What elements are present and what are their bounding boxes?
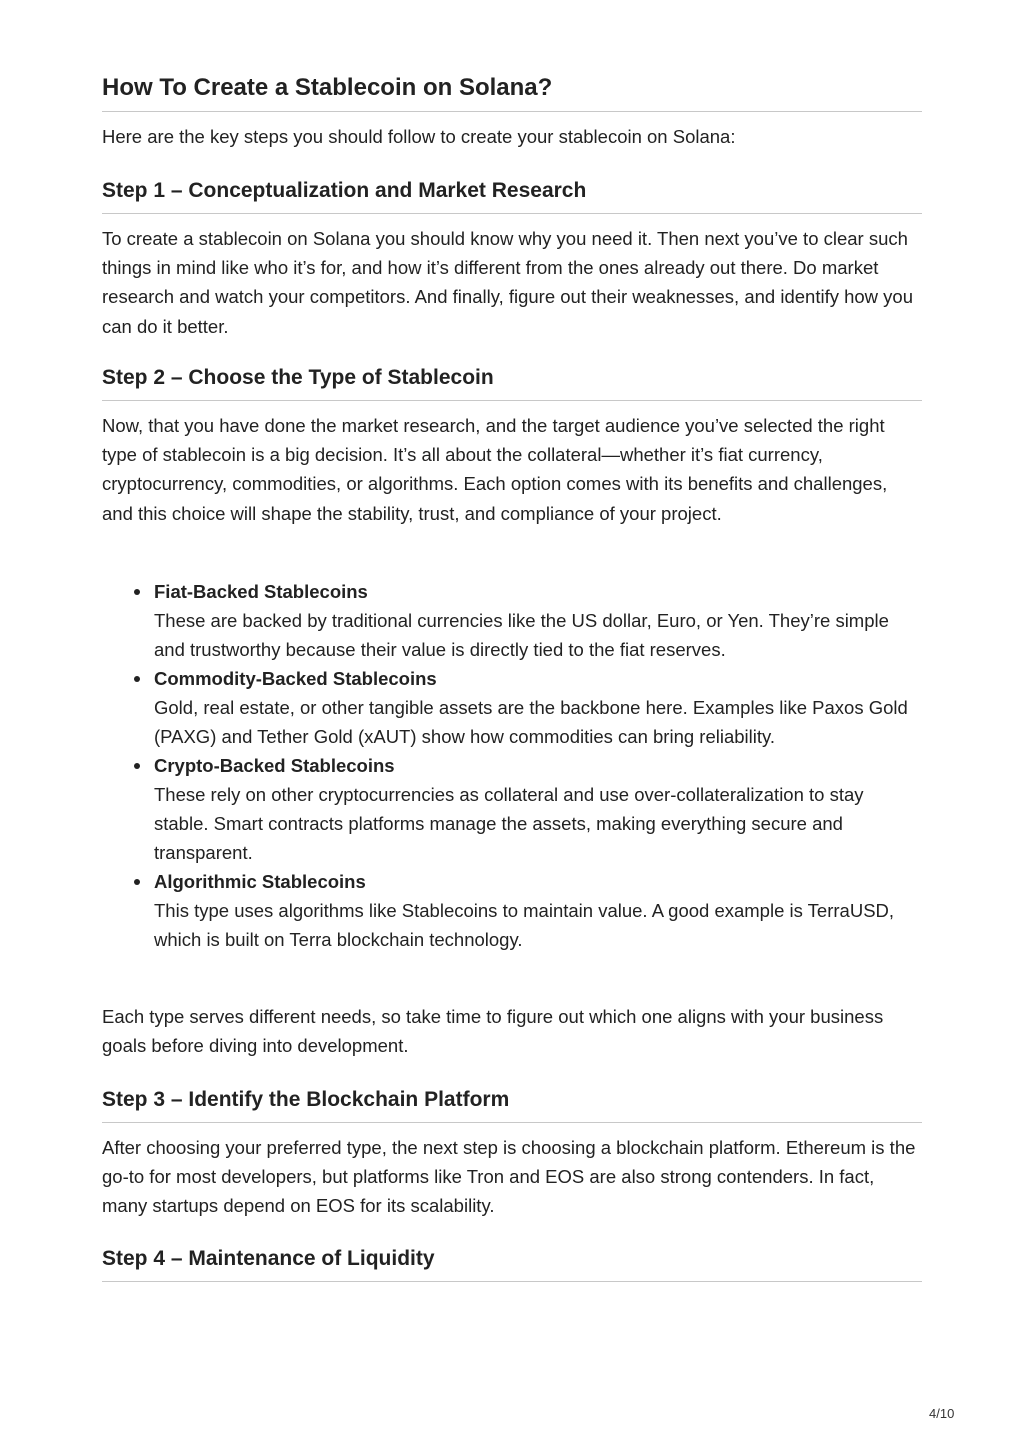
step-2-divider (102, 400, 922, 401)
list-item-description: These rely on other cryptocurrencies as collateral and use over-collateralization to stay stable. Smart contracts platforms manage the assets, making everything secure and transparent. (154, 784, 864, 863)
stablecoin-types-list (102, 577, 922, 954)
bullet-icon (134, 589, 140, 595)
list-item-title: Crypto-Backed Stablecoins (154, 755, 395, 776)
list-item (154, 664, 922, 751)
step-1-paragraph: To create a stablecoin on Solana you should know why you need it. Then next you’ve to clear such things in mind like who it’s for, and how it’s different from the ones already out there. Do market research and watch your competitors. And finally, figure out their weaknesses, and identify how you can do it better. (102, 228, 914, 337)
bullet-icon (134, 879, 140, 885)
list-item-description: This type uses algorithms like Stablecoins to maintain value. A good example is TerraUSD, which is built on Terra blockchain technology. (154, 900, 895, 950)
step-4-heading: Step 4 – Maintenance of Liquidity (102, 1247, 435, 1270)
step-3-paragraph: After choosing your preferred type, the next step is choosing a blockchain platform. Ethereum is the go-to for most developers, but platforms like Tron and EOS are also strong contenders. In fact, many startups depend on EOS for its scalability. (102, 1137, 916, 1217)
list-item-title: Commodity-Backed Stablecoins (154, 668, 437, 689)
step-2-heading: Step 2 – Choose the Type of Stablecoin (102, 366, 494, 389)
intro-paragraph: Here are the key steps you should follow to create your stablecoin on Solana: (102, 126, 736, 147)
step-2-closing-paragraph: Each type serves different needs, so take time to figure out which one aligns with your business goals before diving into development. (102, 1006, 884, 1057)
bullet-icon (134, 676, 140, 682)
list-item (154, 577, 922, 664)
bullet-icon (134, 763, 140, 769)
list-item-title: Fiat-Backed Stablecoins (154, 581, 368, 602)
list-item-title: Algorithmic Stablecoins (154, 871, 366, 892)
title-divider (102, 111, 922, 112)
step-3-heading: Step 3 – Identify the Blockchain Platform (102, 1088, 510, 1111)
step-1-divider (102, 213, 922, 214)
step-2-paragraph: Now, that you have done the market research, and the target audience you’ve selected the right type of stablecoin is a big decision. It’s all about the collateral—whether it’s fiat currency, cryptocurrency, commodities, or algorithms. Each option comes with its benefits and challenges, and this choice will shape the stability, trust, and compliance of your project. (102, 415, 888, 524)
list-item-description: Gold, real estate, or other tangible assets are the backbone here. Examples like Paxos Gold (PAXG) and Tether Gold (xAUT) show how commodities can bring reliability. (154, 697, 908, 747)
list-item (154, 867, 922, 954)
list-item-description: These are backed by traditional currencies like the US dollar, Euro, or Yen. They’re simple and trustworthy because their value is directly tied to the fiat reserves. (154, 610, 889, 660)
step-3-divider (102, 1122, 922, 1123)
list-item (154, 751, 922, 867)
page-number: 4/10 (929, 1406, 955, 1421)
step-4-divider (102, 1281, 922, 1282)
page-title: How To Create a Stablecoin on Solana? (102, 74, 553, 101)
step-1-heading: Step 1 – Conceptualization and Market Research (102, 179, 587, 202)
